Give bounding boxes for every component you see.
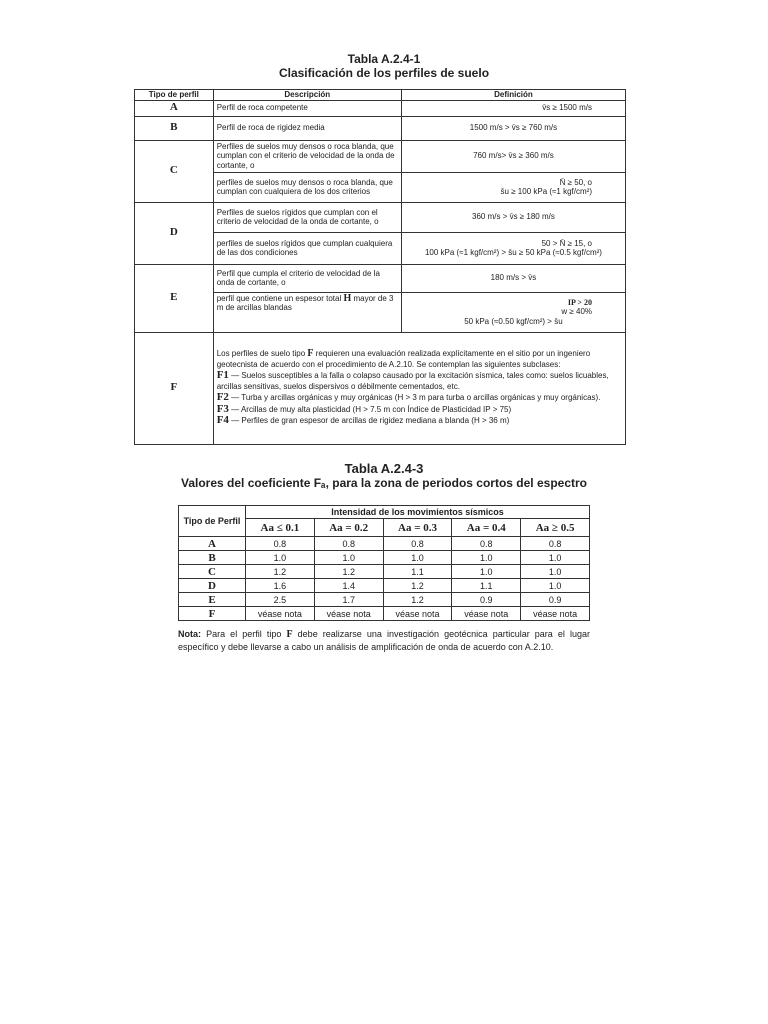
table2-title: Tabla A.2.4-3 (344, 461, 424, 476)
header-aa-col-4: Aa = 0.4 (452, 519, 521, 537)
table-cell: 1.0 (452, 551, 521, 565)
f3-label: F3 (216, 402, 229, 415)
table2-header-row-1 (179, 506, 590, 519)
table-cell: 1.0 (383, 551, 452, 565)
f2-text: — Turba y arcillas orgánicas y muy orgánicas (H > 3 m para turba o arcillas orgánicas y muy orgánicas). (231, 393, 601, 403)
profile-label-a: A (135, 100, 214, 116)
f-intro-pre: Los perfiles de suelo tipo (216, 349, 306, 359)
row-label: A (179, 537, 246, 551)
table-cell: 1.2 (246, 565, 315, 579)
table-cell: véase nota (246, 607, 315, 621)
table-cell: 2.5 (246, 593, 315, 607)
profile-label-e: E (135, 264, 214, 332)
table-cell: 0.9 (452, 593, 521, 607)
row-label: C (179, 565, 246, 579)
header-tipo-perfil: Tipo de Perfil (179, 506, 246, 537)
table-cell: 1.7 (314, 593, 383, 607)
row-label: B (179, 551, 246, 565)
row-label: F (179, 607, 246, 621)
profile-row-c1 (135, 140, 626, 172)
f-subclass-1 (217, 370, 622, 392)
desc-e2-pre: perfil que contiene un espesor total (216, 293, 342, 303)
desc-e2-h: H (343, 292, 352, 304)
f-subclass-2 (217, 392, 622, 404)
note-label: Nota: (178, 629, 201, 639)
table-cell: véase nota (452, 607, 521, 621)
table1-header-row (135, 90, 626, 101)
header-tipo: Tipo de perfil (135, 90, 214, 101)
table-cell: 0.8 (521, 537, 590, 551)
f1-label: F1 (216, 369, 229, 382)
profile-def-d1: 360 m/s > v̄s ≥ 180 m/s (401, 202, 625, 232)
def-c2b: s̄u ≥ 100 kPa (≈1 kgf/cm²) (500, 187, 592, 196)
soil-profile-classification-table (134, 89, 626, 445)
table-cell: 1.0 (314, 551, 383, 565)
table2-subtitle: Valores del coeficiente Fₐ, para la zona de periodos cortos del espectro (181, 476, 587, 490)
table-cell: 1.0 (246, 551, 315, 565)
profile-def-e2 (401, 292, 625, 332)
table-cell: 1.0 (452, 565, 521, 579)
profile-def-c1: 760 m/s> v̄s ≥ 360 m/s (401, 140, 625, 172)
profile-row-a (135, 100, 626, 116)
profile-desc-e1: Perfil que cumpla el criterio de velocidad de la onda de cortante, o (213, 264, 401, 292)
f-subclass-3 (217, 404, 622, 416)
def-e2c: 50 kPa (≈0.50 kgf/cm²) > s̄u (464, 316, 563, 326)
table-cell: 1.4 (314, 579, 383, 593)
table-cell: 0.8 (246, 537, 315, 551)
table-row (179, 607, 590, 621)
table-cell: véase nota (521, 607, 590, 621)
table-cell: 1.2 (314, 565, 383, 579)
f-intro-post: requieren una evaluación realizada explícitamente en el sitio por un ingeniero geotecnista de acuerdo con el procedimiento de A.2.10. Se contemplan las siguientes subclases: (216, 349, 591, 369)
table-row (179, 593, 590, 607)
profile-def-b: 1500 m/s > v̄s ≥ 760 m/s (401, 116, 625, 140)
f3-text: — Arcillas de muy alta plasticidad (H > 7.5 m con Índice de Plasticidad IP > 75) (231, 404, 512, 414)
note-pre: Para el perfil tipo (206, 629, 282, 639)
table2-note (178, 628, 590, 653)
f1-text: — Suelos susceptibles a la falla o colapso causado por la excitación sísmica, tales como: suelos licuables, arcillas sensitivas, suelos dispersivos o débilmente cementados, etc. (216, 371, 609, 391)
table-cell: 0.9 (521, 593, 590, 607)
table-cell: véase nota (314, 607, 383, 621)
f2-label: F2 (216, 391, 229, 404)
header-aa-col-3: Aa = 0.3 (383, 519, 452, 537)
profile-def-c2 (401, 172, 625, 202)
profile-desc-c1: Perfiles de suelos muy densos o roca blanda, que cumplan con el criterio de velocidad de la onda de cortante, o (213, 140, 401, 172)
table-cell: 1.0 (521, 565, 590, 579)
header-definicion: Definición (401, 90, 625, 101)
table-row (179, 551, 590, 565)
table-cell: véase nota (383, 607, 452, 621)
profile-def-d2 (401, 232, 625, 264)
profile-def-a (401, 100, 625, 116)
profile-row-f (135, 332, 626, 444)
table2-title-block (0, 461, 768, 491)
profile-label-b: B (135, 116, 214, 140)
f-intro (217, 349, 622, 370)
fa-coefficient-table (178, 505, 590, 621)
table-cell: 0.8 (383, 537, 452, 551)
table1-title-block (0, 52, 768, 80)
header-aa-col-5: Aa ≥ 0.5 (521, 519, 590, 537)
table-row (179, 565, 590, 579)
profile-desc-f (213, 332, 625, 444)
profile-desc-d2: perfiles de suelos rígidos que cumplan cualquiera de las dos condiciones (213, 232, 401, 264)
def-a-text: v̄s ≥ 1500 m/s (542, 103, 592, 113)
table1-subtitle: Clasificación de los perfiles de suelo (278, 66, 490, 80)
table-cell: 1.6 (246, 579, 315, 593)
f-intro-f: F (307, 348, 314, 360)
def-e2b: w ≥ 40% (561, 307, 592, 317)
table-cell: 1.0 (521, 551, 590, 565)
desc-e2-post: mayor de 3 m de arcillas blandas (216, 293, 394, 312)
table-cell: 1.1 (383, 565, 452, 579)
table-cell: 0.8 (314, 537, 383, 551)
table-cell: 1.0 (521, 579, 590, 593)
profile-row-b (135, 116, 626, 140)
profile-label-d: D (135, 202, 214, 264)
def-e2a: IP > 20 (567, 297, 592, 307)
profile-desc-d1: Perfiles de suelos rígidos que cumplan con el criterio de velocidad de la onda de cortante, o (213, 202, 401, 232)
def-d2b: 100 kPa (≈1 kgf/cm²) > s̄u ≥ 50 kPa (≈0.5 kgf/cm²) (424, 248, 602, 257)
note-f: F (286, 629, 293, 640)
profile-desc-e2 (213, 292, 401, 332)
profile-def-e1: 180 m/s > v̄s (401, 264, 625, 292)
row-label: D (179, 579, 246, 593)
header-intensidad: Intensidad de los movimientos sísmicos (246, 506, 590, 519)
header-descripcion: Descripción (213, 90, 401, 101)
profile-row-e1 (135, 264, 626, 292)
f4-label: F4 (216, 414, 229, 427)
table-cell: 1.2 (383, 593, 452, 607)
table-cell: 1.2 (383, 579, 452, 593)
header-aa-col-2: Aa = 0.2 (314, 519, 383, 537)
row-label: E (179, 593, 246, 607)
table-cell: 1.1 (452, 579, 521, 593)
f4-text: — Perfiles de gran espesor de arcillas de rigidez mediana a blanda (H > 36 m) (231, 416, 510, 426)
profile-desc-a: Perfil de roca competente (213, 100, 401, 116)
table-row (179, 579, 590, 593)
profile-desc-c2: perfiles de suelos muy densos o roca blanda, que cumplan con cualquiera de los dos criterios (213, 172, 401, 202)
def-d2a: 50 > N̄ ≥ 15, o (541, 238, 592, 248)
table1-title: Tabla A.2.4-1 (347, 52, 421, 66)
table-row (179, 537, 590, 551)
note-post: debe realizarse una investigación geotécnica particular para el lugar específico y debe llevarse a cabo un análisis de amplificación de onda de acuerdo con A.2.10. (178, 629, 590, 652)
header-aa-col-1: Aa ≤ 0.1 (246, 519, 315, 537)
f-subclass-4 (217, 415, 622, 427)
profile-label-c: C (135, 140, 214, 202)
table-cell: 0.8 (452, 537, 521, 551)
profile-row-d1 (135, 202, 626, 232)
def-c2a: N̄ ≥ 50, o (559, 177, 592, 187)
profile-label-f: F (135, 332, 214, 444)
profile-desc-b: Perfil de roca de rigidez media (213, 116, 401, 140)
